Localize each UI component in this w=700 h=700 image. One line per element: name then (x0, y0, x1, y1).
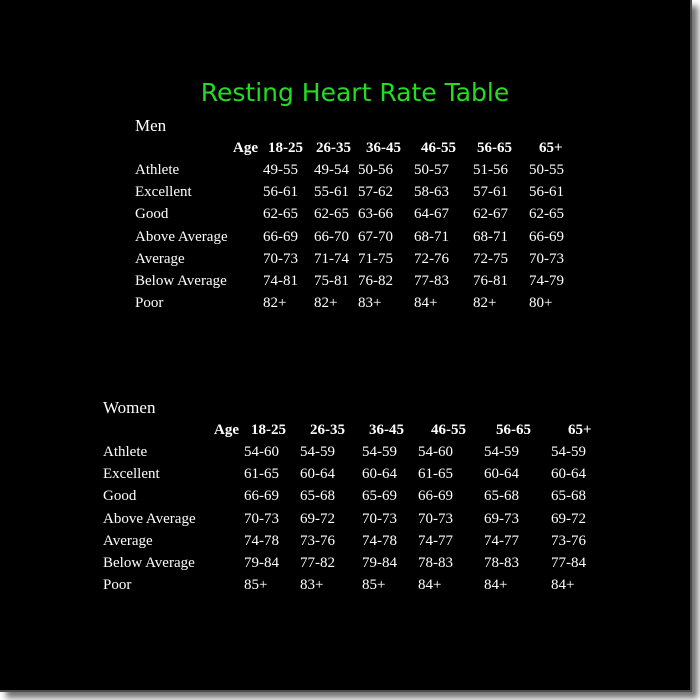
women-table-cell: 65-68 (300, 488, 335, 505)
women-row-category: Excellent (103, 466, 160, 483)
men-table-cell: 71-75 (358, 250, 393, 267)
women-table-cell: 84+ (484, 577, 508, 594)
men-table-cell: 50-56 (358, 162, 393, 178)
women-table-cell: 70-73 (418, 510, 453, 527)
women-table-cell: 70-73 (362, 510, 397, 527)
men-table-cell: 62-67 (473, 206, 508, 223)
women-table-cell: 83+ (300, 577, 324, 594)
women-table-cell: 69-72 (300, 510, 335, 527)
men-table-cell: 56-61 (263, 184, 298, 201)
women-table-cell: 54-59 (300, 444, 335, 460)
men-table-cell: 66-70 (314, 228, 349, 245)
women-table-cell: 61-65 (244, 466, 279, 483)
men-age-group-header: 36-45 (366, 140, 401, 156)
men-table-cell: 55-61 (314, 184, 349, 201)
men-table-cell: 57-62 (358, 184, 393, 201)
men-table-cell: 50-57 (414, 162, 449, 178)
women-table-cell: 60-64 (551, 466, 586, 483)
men-table-cell: 57-61 (473, 184, 508, 201)
men-row-category: Below Average (135, 273, 227, 289)
men-table-cell: 70-73 (263, 250, 298, 267)
men-table-cell: 72-76 (414, 250, 449, 267)
men-table-cell: 49-54 (314, 162, 349, 178)
men-table-cell: 64-67 (414, 206, 449, 223)
men-table-cell: 51-56 (473, 162, 508, 178)
women-table-cell: 79-84 (362, 555, 397, 571)
women-table-cell: 77-84 (551, 555, 586, 571)
men-age-header: Age (233, 140, 258, 156)
men-section-label: Men (135, 116, 167, 135)
women-table-cell: 54-60 (244, 444, 279, 460)
men-table-cell: 82+ (314, 295, 338, 312)
women-table-cell: 73-76 (300, 532, 335, 549)
women-row-category: Poor (103, 577, 132, 594)
women-table-cell: 85+ (244, 577, 268, 594)
men-row-category: Athlete (135, 162, 180, 178)
women-table-cell: 54-59 (551, 444, 586, 460)
women-table-cell: 65-68 (551, 488, 586, 505)
men-table-cell: 70-73 (529, 250, 564, 267)
men-table-cell: 84+ (414, 295, 438, 312)
men-table-cell: 74-79 (529, 273, 564, 289)
men-age-group-header: 26-35 (316, 140, 351, 156)
women-table-cell: 60-64 (484, 466, 519, 483)
men-table-cell: 58-63 (414, 184, 449, 201)
women-row-category: Good (103, 488, 137, 505)
men-table-cell: 62-65 (314, 206, 349, 223)
women-table-cell: 78-83 (484, 555, 519, 571)
women-table-cell: 69-73 (484, 510, 519, 527)
women-table-cell: 61-65 (418, 466, 453, 483)
women-table-cell: 70-73 (244, 510, 279, 527)
men-age-group-header: 56-65 (477, 140, 512, 156)
men-table-cell: 63-66 (358, 206, 393, 223)
women-table-cell: 65-68 (484, 488, 519, 505)
women-age-group-header: 65+ (568, 422, 592, 438)
page-title: Resting Heart Rate Table (200, 78, 510, 107)
men-table-cell: 82+ (263, 295, 287, 312)
women-row-category: Athlete (103, 444, 148, 460)
men-table-cell: 76-81 (473, 273, 508, 289)
men-table-cell: 62-65 (529, 206, 564, 223)
women-row-category: Average (103, 532, 153, 549)
women-table-cell: 78-83 (418, 555, 453, 571)
women-age-header: Age (214, 422, 239, 438)
women-table-cell: 66-69 (418, 488, 453, 505)
women-age-group-header: 26-35 (310, 422, 345, 438)
women-table-cell: 84+ (551, 577, 575, 594)
women-table-cell: 73-76 (551, 532, 586, 549)
men-table-cell: 62-65 (263, 206, 298, 223)
men-table-cell: 83+ (358, 295, 382, 312)
men-row-category: Poor (135, 295, 164, 312)
women-row-category: Below Average (103, 555, 195, 571)
men-table-cell: 66-69 (263, 228, 298, 245)
women-table-cell: 54-59 (362, 444, 397, 460)
women-table-cell: 60-64 (362, 466, 397, 483)
men-age-group-header: 18-25 (268, 140, 303, 156)
women-age-group-header: 18-25 (251, 422, 286, 438)
men-table-cell: 66-69 (529, 228, 564, 245)
men-table-cell: 56-61 (529, 184, 564, 201)
women-table-cell: 60-64 (300, 466, 335, 483)
men-age-group-header: 65+ (539, 140, 563, 156)
women-table-cell: 74-77 (484, 532, 519, 549)
women-age-group-header: 36-45 (369, 422, 404, 438)
women-table-cell: 66-69 (244, 488, 279, 505)
women-table-cell: 65-69 (362, 488, 397, 505)
men-table-cell: 49-55 (263, 162, 298, 178)
women-table-cell: 77-82 (300, 555, 335, 571)
men-row-category: Good (135, 206, 169, 223)
women-table-cell: 74-78 (362, 532, 397, 549)
women-table-cell: 54-59 (484, 444, 519, 460)
women-age-group-header: 56-65 (496, 422, 531, 438)
women-table-cell: 74-77 (418, 532, 453, 549)
men-table-cell: 77-83 (414, 273, 449, 289)
men-table-cell: 82+ (473, 295, 497, 312)
men-table-cell: 68-71 (473, 228, 508, 245)
men-table-cell: 74-81 (263, 273, 298, 289)
men-age-group-header: 46-55 (421, 140, 456, 156)
women-table-cell: 85+ (362, 577, 386, 594)
men-row-category: Above Average (135, 228, 228, 245)
men-table-cell: 75-81 (314, 273, 349, 289)
women-section-label: Women (103, 398, 156, 417)
women-table-cell: 54-60 (418, 444, 453, 460)
men-row-category: Excellent (135, 184, 192, 201)
men-table-cell: 50-55 (529, 162, 564, 178)
women-table-cell: 79-84 (244, 555, 279, 571)
women-age-group-header: 46-55 (431, 422, 466, 438)
men-table-cell: 68-71 (414, 228, 449, 245)
men-row-category: Average (135, 250, 185, 267)
men-table-cell: 80+ (529, 295, 553, 312)
women-table-cell: 69-72 (551, 510, 586, 527)
men-table-cell: 67-70 (358, 228, 393, 245)
women-table-cell: 84+ (418, 577, 442, 594)
women-row-category: Above Average (103, 510, 196, 527)
men-table-cell: 71-74 (314, 250, 349, 267)
men-table-cell: 76-82 (358, 273, 393, 289)
men-table-cell: 72-75 (473, 250, 508, 267)
women-table-cell: 74-78 (244, 532, 279, 549)
